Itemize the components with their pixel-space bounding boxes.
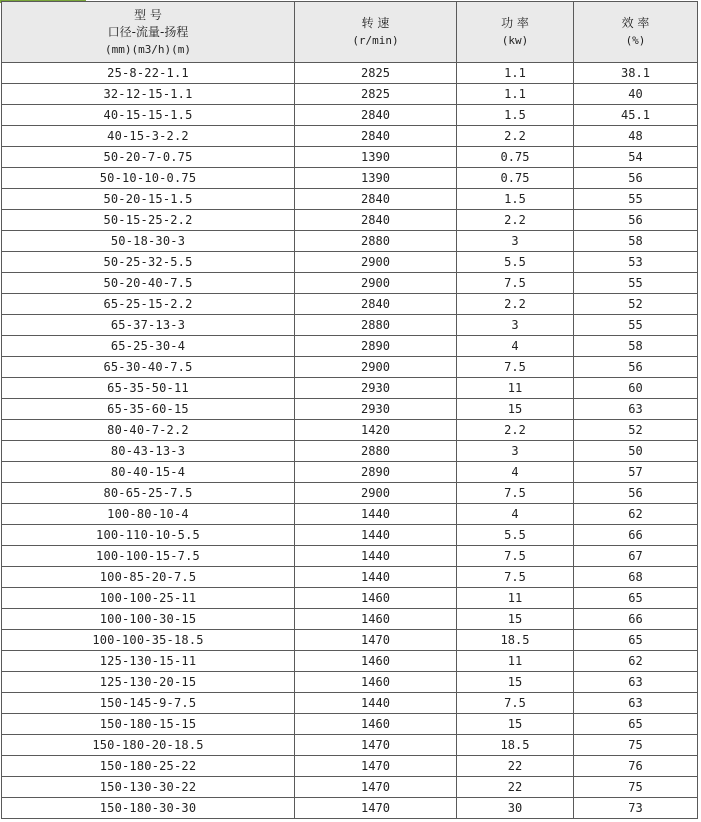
cell-power: 30	[457, 798, 574, 819]
cell-speed: 2880	[295, 315, 457, 336]
cell-efficiency: 68	[574, 567, 698, 588]
cell-model: 50-20-15-1.5	[2, 189, 295, 210]
cell-model: 50-20-40-7.5	[2, 273, 295, 294]
cell-model: 125-130-20-15	[2, 672, 295, 693]
cell-speed: 2840	[295, 210, 457, 231]
cell-model: 125-130-15-11	[2, 651, 295, 672]
cell-efficiency: 75	[574, 735, 698, 756]
cell-speed: 2840	[295, 189, 457, 210]
cell-model: 65-25-15-2.2	[2, 294, 295, 315]
cell-power: 1.5	[457, 105, 574, 126]
table-row	[2, 735, 698, 756]
cell-model: 100-100-15-7.5	[2, 546, 295, 567]
cell-efficiency: 66	[574, 609, 698, 630]
table-row	[2, 504, 698, 525]
cell-speed: 2900	[295, 252, 457, 273]
header-power-title: 功 率	[501, 16, 529, 30]
cell-efficiency: 62	[574, 504, 698, 525]
cell-efficiency: 60	[574, 378, 698, 399]
cell-efficiency: 56	[574, 357, 698, 378]
cell-power: 18.5	[457, 630, 574, 651]
table-row	[2, 630, 698, 651]
cell-power: 22	[457, 777, 574, 798]
table-row	[2, 126, 698, 147]
cell-efficiency: 48	[574, 126, 698, 147]
cell-power: 0.75	[457, 168, 574, 189]
cell-efficiency: 56	[574, 210, 698, 231]
cell-efficiency: 38.1	[574, 63, 698, 84]
cell-speed: 2930	[295, 399, 457, 420]
cell-power: 3	[457, 315, 574, 336]
cell-model: 50-20-7-0.75	[2, 147, 295, 168]
table-row	[2, 252, 698, 273]
cell-speed: 1470	[295, 798, 457, 819]
cell-speed: 2890	[295, 336, 457, 357]
header-power-unit: (kw)	[501, 34, 529, 47]
cell-speed: 2880	[295, 441, 457, 462]
cell-efficiency: 63	[574, 672, 698, 693]
cell-power: 15	[457, 714, 574, 735]
cell-power: 4	[457, 462, 574, 483]
cell-power: 11	[457, 588, 574, 609]
cell-model: 80-43-13-3	[2, 441, 295, 462]
table-row	[2, 462, 698, 483]
table-row	[2, 105, 698, 126]
cell-efficiency: 55	[574, 189, 698, 210]
header-power	[457, 2, 574, 63]
cell-model: 80-40-7-2.2	[2, 420, 295, 441]
cell-efficiency: 55	[574, 315, 698, 336]
cell-efficiency: 65	[574, 630, 698, 651]
cell-model: 80-40-15-4	[2, 462, 295, 483]
cell-power: 1.1	[457, 84, 574, 105]
cell-speed: 2825	[295, 84, 457, 105]
cell-efficiency: 63	[574, 693, 698, 714]
cell-speed: 1440	[295, 567, 457, 588]
table-row	[2, 399, 698, 420]
cell-power: 15	[457, 672, 574, 693]
table-row	[2, 777, 698, 798]
cell-speed: 1470	[295, 756, 457, 777]
table-row	[2, 441, 698, 462]
cell-speed: 2930	[295, 378, 457, 399]
cell-power: 4	[457, 336, 574, 357]
cell-model: 40-15-3-2.2	[2, 126, 295, 147]
header-efficiency	[574, 2, 698, 63]
table-row	[2, 294, 698, 315]
cell-speed: 1440	[295, 546, 457, 567]
cell-efficiency: 57	[574, 462, 698, 483]
cell-speed: 1460	[295, 609, 457, 630]
cell-efficiency: 67	[574, 546, 698, 567]
cell-power: 1.5	[457, 189, 574, 210]
cell-speed: 1460	[295, 651, 457, 672]
cell-efficiency: 53	[574, 252, 698, 273]
cell-efficiency: 75	[574, 777, 698, 798]
cell-efficiency: 52	[574, 420, 698, 441]
header-speed-unit: (r/min)	[352, 34, 399, 47]
cell-power: 4	[457, 504, 574, 525]
cell-model: 100-80-10-4	[2, 504, 295, 525]
cell-speed: 1470	[295, 735, 457, 756]
cell-speed: 2825	[295, 63, 457, 84]
cell-speed: 1460	[295, 588, 457, 609]
header-speed-title: 转 速	[361, 16, 390, 30]
cell-efficiency: 63	[574, 399, 698, 420]
cell-speed: 1420	[295, 420, 457, 441]
cell-power: 1.1	[457, 63, 574, 84]
table-row	[2, 84, 698, 105]
cell-model: 150-180-25-22	[2, 756, 295, 777]
cell-power: 7.5	[457, 546, 574, 567]
table-row	[2, 693, 698, 714]
table-row	[2, 231, 698, 252]
cell-power: 0.75	[457, 147, 574, 168]
cell-speed: 1460	[295, 672, 457, 693]
header-model-subtitle: 口径-流量-扬程	[107, 24, 189, 39]
cell-efficiency: 65	[574, 588, 698, 609]
table-row	[2, 357, 698, 378]
table-row	[2, 63, 698, 84]
cell-speed: 2840	[295, 126, 457, 147]
cell-speed: 1470	[295, 777, 457, 798]
table-row	[2, 672, 698, 693]
cell-power: 5.5	[457, 252, 574, 273]
cell-model: 25-8-22-1.1	[2, 63, 295, 84]
cell-efficiency: 56	[574, 168, 698, 189]
header-model-title: 型 号	[134, 7, 162, 22]
cell-efficiency: 50	[574, 441, 698, 462]
cell-model: 65-37-13-3	[2, 315, 295, 336]
table-row	[2, 609, 698, 630]
cell-speed: 1390	[295, 147, 457, 168]
cell-model: 100-110-10-5.5	[2, 525, 295, 546]
cell-model: 100-100-30-15	[2, 609, 295, 630]
cell-model: 50-25-32-5.5	[2, 252, 295, 273]
cell-power: 11	[457, 378, 574, 399]
cell-model: 150-145-9-7.5	[2, 693, 295, 714]
cell-model: 150-180-20-18.5	[2, 735, 295, 756]
table-row	[2, 168, 698, 189]
cell-model: 100-85-20-7.5	[2, 567, 295, 588]
cell-speed: 1460	[295, 714, 457, 735]
cell-speed: 1440	[295, 525, 457, 546]
cell-speed: 2880	[295, 231, 457, 252]
table-row	[2, 525, 698, 546]
cell-power: 11	[457, 651, 574, 672]
cell-power: 22	[457, 756, 574, 777]
pump-spec-table	[1, 1, 698, 819]
cell-efficiency: 56	[574, 483, 698, 504]
cell-power: 7.5	[457, 357, 574, 378]
cell-power: 2.2	[457, 294, 574, 315]
header-speed	[295, 2, 457, 63]
cell-power: 3	[457, 441, 574, 462]
cell-speed: 2900	[295, 357, 457, 378]
cell-speed: 2840	[295, 294, 457, 315]
cell-power: 7.5	[457, 567, 574, 588]
cell-efficiency: 54	[574, 147, 698, 168]
table-row	[2, 210, 698, 231]
table-row	[2, 273, 698, 294]
cell-speed: 2890	[295, 462, 457, 483]
cell-model: 150-180-15-15	[2, 714, 295, 735]
cell-power: 2.2	[457, 126, 574, 147]
table-row	[2, 315, 698, 336]
cell-speed: 1470	[295, 630, 457, 651]
cell-power: 3	[457, 231, 574, 252]
table-row	[2, 651, 698, 672]
cell-model: 100-100-25-11	[2, 588, 295, 609]
table-row	[2, 336, 698, 357]
cell-power: 2.2	[457, 210, 574, 231]
cell-power: 18.5	[457, 735, 574, 756]
cell-model: 150-180-30-30	[2, 798, 295, 819]
header-model-unit: (mm)(m3/h)(m)	[104, 42, 192, 56]
cell-efficiency: 73	[574, 798, 698, 819]
cell-efficiency: 58	[574, 231, 698, 252]
cell-efficiency: 58	[574, 336, 698, 357]
cell-power: 15	[457, 609, 574, 630]
cell-efficiency: 55	[574, 273, 698, 294]
header-efficiency-title: 效 率	[621, 16, 650, 30]
cell-model: 150-130-30-22	[2, 777, 295, 798]
cell-power: 7.5	[457, 693, 574, 714]
table-row	[2, 798, 698, 819]
cell-model: 100-100-35-18.5	[2, 630, 295, 651]
cell-model: 50-10-10-0.75	[2, 168, 295, 189]
cell-speed: 1390	[295, 168, 457, 189]
table-row	[2, 714, 698, 735]
cell-model: 65-35-50-11	[2, 378, 295, 399]
table-row	[2, 483, 698, 504]
cell-model: 40-15-15-1.5	[2, 105, 295, 126]
cell-efficiency: 52	[574, 294, 698, 315]
cell-model: 65-25-30-4	[2, 336, 295, 357]
cell-model: 50-15-25-2.2	[2, 210, 295, 231]
cell-efficiency: 40	[574, 84, 698, 105]
table-row	[2, 378, 698, 399]
cell-efficiency: 62	[574, 651, 698, 672]
cell-efficiency: 66	[574, 525, 698, 546]
table-body	[2, 63, 698, 819]
cell-power: 7.5	[457, 273, 574, 294]
cell-speed: 2840	[295, 105, 457, 126]
table-row	[2, 546, 698, 567]
cell-efficiency: 65	[574, 714, 698, 735]
table-row	[2, 147, 698, 168]
cell-speed: 1440	[295, 693, 457, 714]
cell-speed: 2900	[295, 273, 457, 294]
cell-power: 2.2	[457, 420, 574, 441]
cell-power: 15	[457, 399, 574, 420]
cell-speed: 1440	[295, 504, 457, 525]
cell-model: 65-30-40-7.5	[2, 357, 295, 378]
table-row	[2, 756, 698, 777]
table-header	[2, 2, 698, 63]
cell-efficiency: 76	[574, 756, 698, 777]
header-model	[2, 2, 295, 63]
cell-efficiency: 45.1	[574, 105, 698, 126]
cell-model: 32-12-15-1.1	[2, 84, 295, 105]
cell-model: 80-65-25-7.5	[2, 483, 295, 504]
cell-model: 65-35-60-15	[2, 399, 295, 420]
table-row	[2, 189, 698, 210]
cell-model: 50-18-30-3	[2, 231, 295, 252]
table-row	[2, 420, 698, 441]
table-row	[2, 588, 698, 609]
header-efficiency-unit: (%)	[625, 34, 646, 47]
header-row	[2, 2, 698, 63]
table-row	[2, 567, 698, 588]
cell-power: 7.5	[457, 483, 574, 504]
cell-speed: 2900	[295, 483, 457, 504]
cell-power: 5.5	[457, 525, 574, 546]
